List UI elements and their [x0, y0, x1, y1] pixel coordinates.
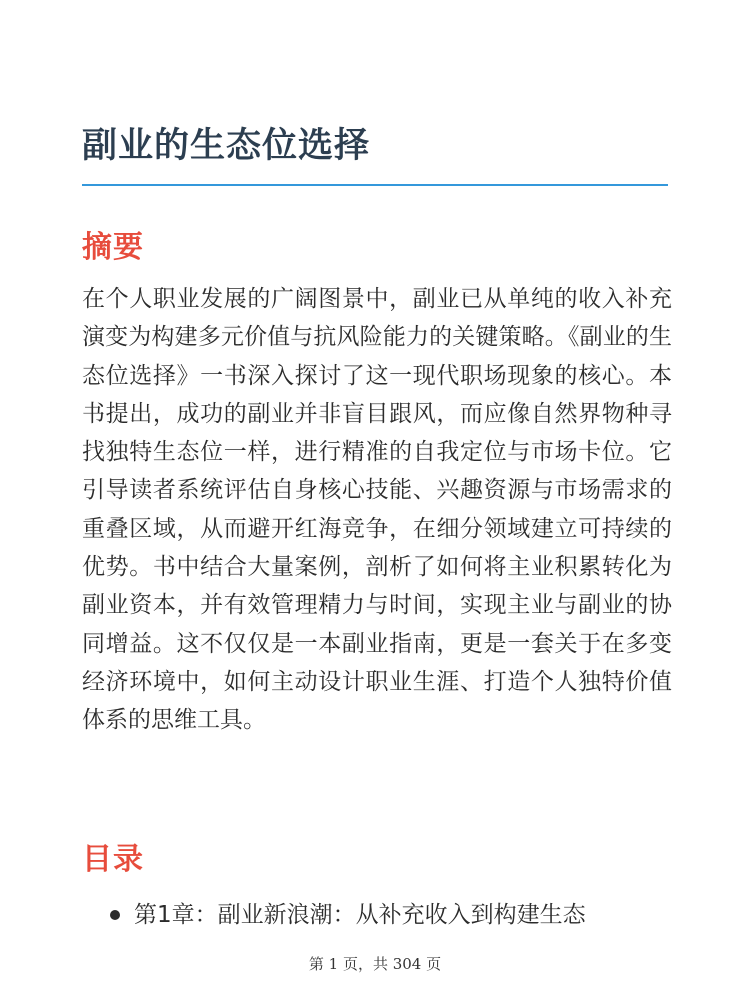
- toc-item[interactable]: [110, 896, 586, 934]
- page-number-footer: 第 1 页，共 304 页: [308, 955, 442, 973]
- page-title: 副业的生态位选择: [82, 126, 371, 166]
- bullet-icon: [110, 910, 120, 920]
- toc-item-label: 第1章：副业新浪潮：从补充收入到构建生态: [134, 902, 586, 928]
- title-divider: [82, 184, 668, 186]
- toc-heading: 目录: [82, 842, 144, 877]
- summary-paragraph: 在个人职业发展的广阔图景中，副业已从单纯的收入补充演变为构建多元价值与抗风险能力的关键策略。《副业的生态位选择》一书深入探讨了这一现代职场现象的核心。本书提出，成功的副业并非盲目跟风，而应像自然界物种寻找独特生态位一样，进行精准的自我定位与市场卡位。它引导读者系统评估自身核心技能、兴趣资源与市场需求的重叠区域，从而避开红海竞争，在细分领域建立可持续的优势。书中结合大量案例，剖析了如何将主业积累转化为副业资本，并有效管理精力与时间，实现主业与副业的协同增益。这不仅仅是一本副业指南，更是一套关于在多变经济环境中，如何主动设计职业生涯、打造个人独特价值体系的思维工具。: [82, 286, 672, 734]
- toc-list: [110, 896, 586, 934]
- summary-heading: 摘要: [82, 230, 144, 265]
